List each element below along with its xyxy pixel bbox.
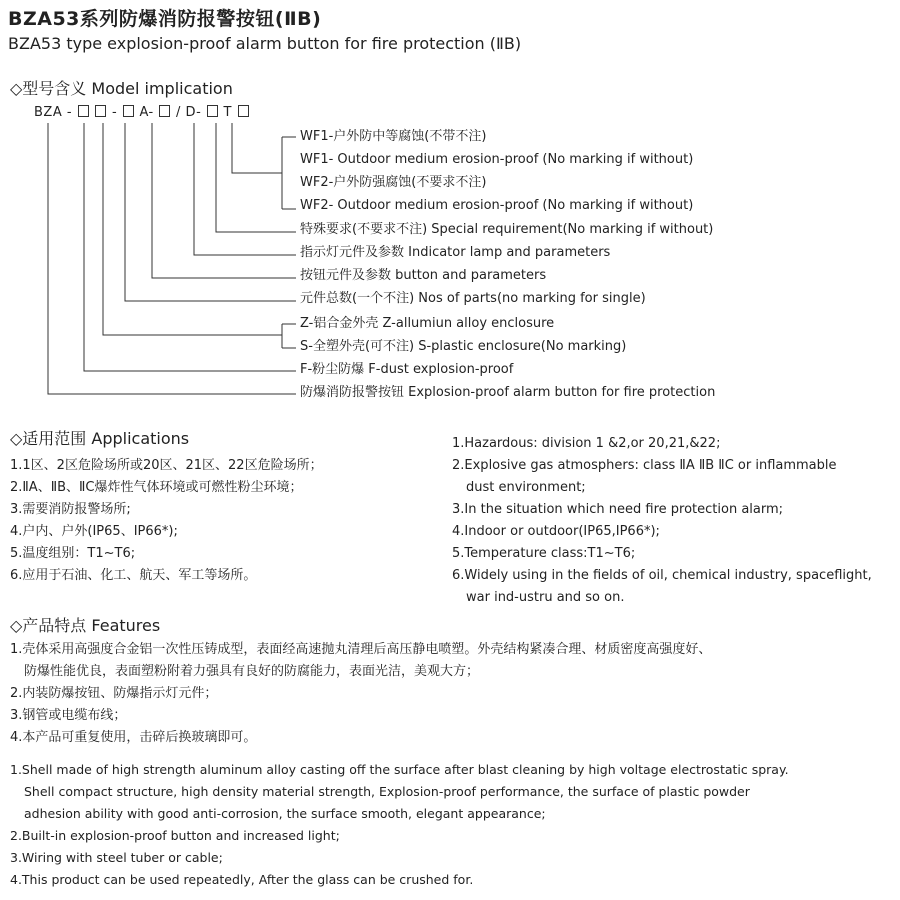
code-a: A- bbox=[139, 105, 154, 120]
feature-cn-item: 2.内装防爆按钮、防爆指示灯元件； bbox=[10, 686, 218, 701]
application-cn-item: 3.需要消防报警场所; bbox=[10, 502, 131, 517]
code-slash-d: / D- bbox=[176, 105, 202, 120]
model-item-wf1-cn: WF1-户外防中等腐蚀(不带不注) bbox=[300, 129, 487, 144]
feature-en-item: 2.Built-in explosion-proof button and increased light; bbox=[10, 828, 340, 843]
model-item-wf2-cn: WF2-户外防强腐蚀(不要求不注) bbox=[300, 175, 487, 190]
applications-en-list bbox=[452, 433, 872, 609]
features-en-list bbox=[10, 759, 789, 891]
code-prefix: BZA - bbox=[34, 105, 73, 120]
code-t: T bbox=[223, 105, 232, 120]
title-english: BZA53 type explosion-proof alarm button for fire protection (ⅡB) bbox=[8, 34, 522, 53]
application-cn-item: 6.应用于石油、化工、航天、军工等场所。 bbox=[10, 568, 257, 583]
application-en-item: 4.Indoor or outdoor(IP65,IP66*); bbox=[452, 524, 660, 539]
application-cn-item: 2.ⅡA、ⅡB、ⅡC爆炸性气体环境或可燃性粉尘环境； bbox=[10, 480, 303, 495]
application-en-item: 1.Hazardous: division 1 &2,or 20,21,&22; bbox=[452, 436, 721, 451]
model-item-wf1-en: WF1- Outdoor medium erosion-proof (No marking if without) bbox=[300, 152, 694, 167]
features-cn-list bbox=[10, 639, 711, 749]
application-cn-item: 1.1区、2区危险场所或20区、21区、22区危险场所； bbox=[10, 458, 323, 473]
application-cn-item: 4.户内、户外(IP65、IP66*); bbox=[10, 524, 178, 539]
application-en-item: 3.In the situation which need fire protection alarm; bbox=[452, 502, 784, 517]
applications-cn-list bbox=[10, 455, 323, 587]
application-en-item: 5.Temperature class:T1~T6; bbox=[452, 546, 636, 561]
feature-cn-item: 3.钢管或电缆布线； bbox=[10, 708, 127, 723]
model-item-nos: 元件总数(一个不注) Nos of parts(no marking for single) bbox=[300, 291, 646, 306]
application-cn-item: 5.温度组别：T1~T6; bbox=[10, 546, 136, 561]
model-item-button: 按钮元件及参数 button and parameters bbox=[300, 268, 547, 283]
features-section-title: ◇产品特点 Features bbox=[10, 616, 161, 635]
application-en-item: 2.Explosive gas atmosphers: class ⅡA ⅡB ⅡC or inflammable bbox=[452, 458, 837, 473]
feature-cn-item: 防爆性能优良，表面塑粉附着力强具有良好的防腐能力，表面光洁，美观大方； bbox=[24, 664, 480, 679]
feature-en-item: 1.Shell made of high strength aluminum alloy casting off the surface after blast cleaning by high voltage electrostatic spray. bbox=[10, 762, 789, 777]
application-en-item: 6.Widely using in the fields of oil, chemical industry, spaceflight, bbox=[452, 568, 872, 583]
application-en-item: dust environment; bbox=[466, 480, 586, 495]
model-item-f: F-粉尘防爆 F-dust explosion-proof bbox=[300, 362, 514, 377]
feature-cn-item: 4.本产品可重复使用，击碎后换玻璃即可。 bbox=[10, 730, 257, 745]
feature-en-item: 3.Wiring with steel tuber or cable; bbox=[10, 850, 223, 865]
model-item-alarm: 防爆消防报警按钮 Explosion-proof alarm button for fire protection bbox=[300, 385, 716, 400]
model-section-title: ◇型号含义 Model implication bbox=[10, 79, 233, 98]
feature-en-item: Shell compact structure, high density material strength, Explosion-proof performance, the surface of plastic powder bbox=[24, 784, 750, 799]
feature-en-item: 4.This product can be used repeatedly, After the glass can be crushed for. bbox=[10, 872, 474, 887]
model-item-s: S-全塑外壳(可不注) S-plastic enclosure(No marking) bbox=[300, 339, 627, 354]
feature-en-item: adhesion ability with good anti-corrosion, the surface smooth, elegant appearance; bbox=[24, 806, 546, 821]
model-item-z: Z-铝合金外壳 Z-allumiun alloy enclosure bbox=[300, 316, 555, 331]
feature-cn-item: 1.壳体采用高强度合金铝一次性压铸成型，表面经高速抛丸清理后高压静电喷塑。外壳结构紧凑合理、材质密度高强度好、 bbox=[10, 642, 712, 657]
model-item-special: 特殊要求(不要求不注) Special requirement(No marking if without) bbox=[300, 222, 714, 237]
code-dash: - bbox=[111, 105, 118, 120]
model-item-wf2-en: WF2- Outdoor medium erosion-proof (No marking if without) bbox=[300, 198, 694, 213]
applications-section-title: ◇适用范围 Applications bbox=[10, 429, 190, 448]
title-chinese: BZA53系列防爆消防报警按钮(ⅡB) bbox=[8, 8, 322, 30]
application-en-item: war ind-ustru and so on. bbox=[466, 590, 625, 605]
model-item-indicator: 指示灯元件及参数 Indicator lamp and parameters bbox=[300, 245, 611, 260]
